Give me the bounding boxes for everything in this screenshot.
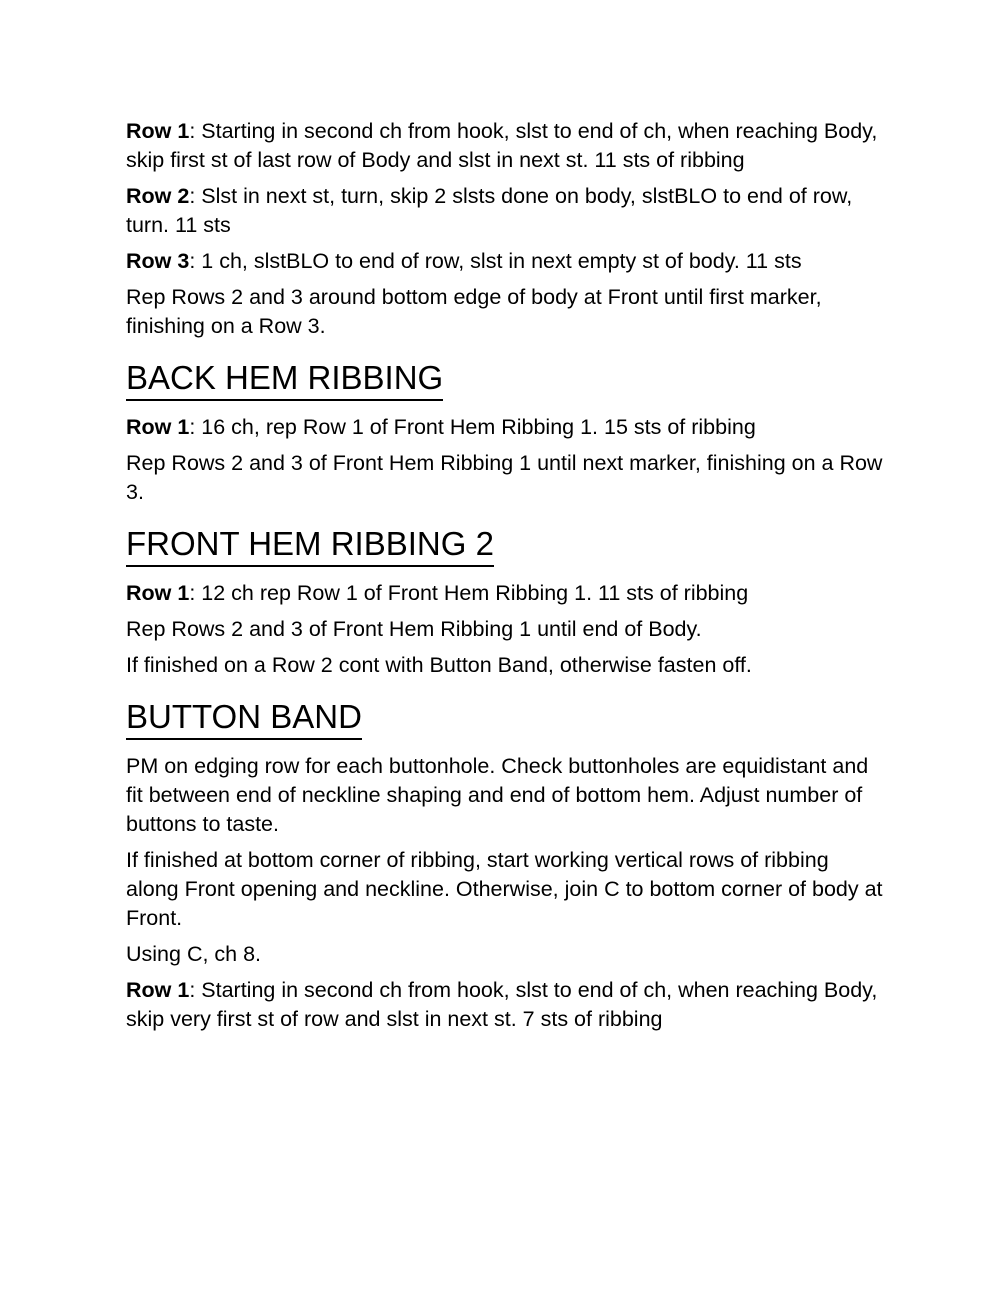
row-text: : Starting in second ch from hook, slst to end of ch, when reaching Body, skip first st of last row of Body and slst in next st. 11 sts of ribbing bbox=[126, 119, 878, 172]
instruction-row-2 bbox=[126, 182, 886, 240]
instruction-row-1 bbox=[126, 117, 886, 175]
paragraph-text: If finished on a Row 2 cont with Button Band, otherwise fasten off. bbox=[126, 653, 752, 677]
paragraph-text: Rep Rows 2 and 3 of Front Hem Ribbing 1 until next marker, finishing on a Row 3. bbox=[126, 451, 883, 504]
row-label: Row 1 bbox=[126, 415, 190, 439]
front-hem-ribbing-2-section bbox=[126, 525, 886, 680]
section-heading: BACK HEM RIBBING bbox=[126, 359, 443, 401]
paragraph-text: Rep Rows 2 and 3 of Front Hem Ribbing 1 until end of Body. bbox=[126, 617, 702, 641]
instruction-place-markers bbox=[126, 752, 886, 839]
row-text: : 16 ch, rep Row 1 of Front Hem Ribbing 1. 15 sts of ribbing bbox=[189, 415, 756, 439]
row-text: : Slst in next st, turn, skip 2 slsts done on body, slstBLO to end of row, turn. 11 sts bbox=[126, 184, 853, 237]
row-label: Row 1 bbox=[126, 978, 190, 1002]
row-text: : 12 ch rep Row 1 of Front Hem Ribbing 1. 11 sts of ribbing bbox=[189, 581, 749, 605]
section-heading: FRONT HEM RIBBING 2 bbox=[126, 525, 494, 567]
row-label: Row 3 bbox=[126, 249, 190, 273]
row-text: : Starting in second ch from hook, slst to end of ch, when reaching Body, skip very first st of row and slst in next st. 7 sts of ribbing bbox=[126, 978, 878, 1031]
paragraph-text: If finished at bottom corner of ribbing, start working vertical rows of ribbing along Front opening and neckline. Otherwise, join C to bottom corner of body at Front. bbox=[126, 848, 883, 930]
document-page bbox=[126, 117, 886, 1041]
front-hem-ribbing-1-continued bbox=[126, 117, 886, 341]
instruction-row-3 bbox=[126, 247, 886, 276]
section-heading: BUTTON BAND bbox=[126, 698, 362, 740]
back-hem-ribbing-section bbox=[126, 359, 886, 507]
paragraph-text: Rep Rows 2 and 3 around bottom edge of body at Front until first marker, finishing on a Row 3. bbox=[126, 285, 822, 338]
instruction-repeat bbox=[126, 283, 886, 341]
instruction-repeat bbox=[126, 449, 886, 507]
instruction-finish bbox=[126, 651, 886, 680]
paragraph-text: PM on edging row for each buttonhole. Check buttonholes are equidistant and fit between end of neckline shaping and end of bottom hem. Adjust number of buttons to taste. bbox=[126, 754, 869, 836]
row-text: : 1 ch, slstBLO to end of row, slst in next empty st of body. 11 sts bbox=[189, 249, 802, 273]
button-band-section bbox=[126, 698, 886, 1034]
row-label: Row 2 bbox=[126, 184, 190, 208]
instruction-row-1 bbox=[126, 579, 886, 608]
instruction-chain bbox=[126, 940, 886, 969]
instruction-repeat bbox=[126, 615, 886, 644]
instruction-start bbox=[126, 846, 886, 933]
paragraph-text: Using C, ch 8. bbox=[126, 942, 262, 966]
row-label: Row 1 bbox=[126, 119, 190, 143]
instruction-row-1 bbox=[126, 976, 886, 1034]
row-label: Row 1 bbox=[126, 581, 190, 605]
instruction-row-1 bbox=[126, 413, 886, 442]
